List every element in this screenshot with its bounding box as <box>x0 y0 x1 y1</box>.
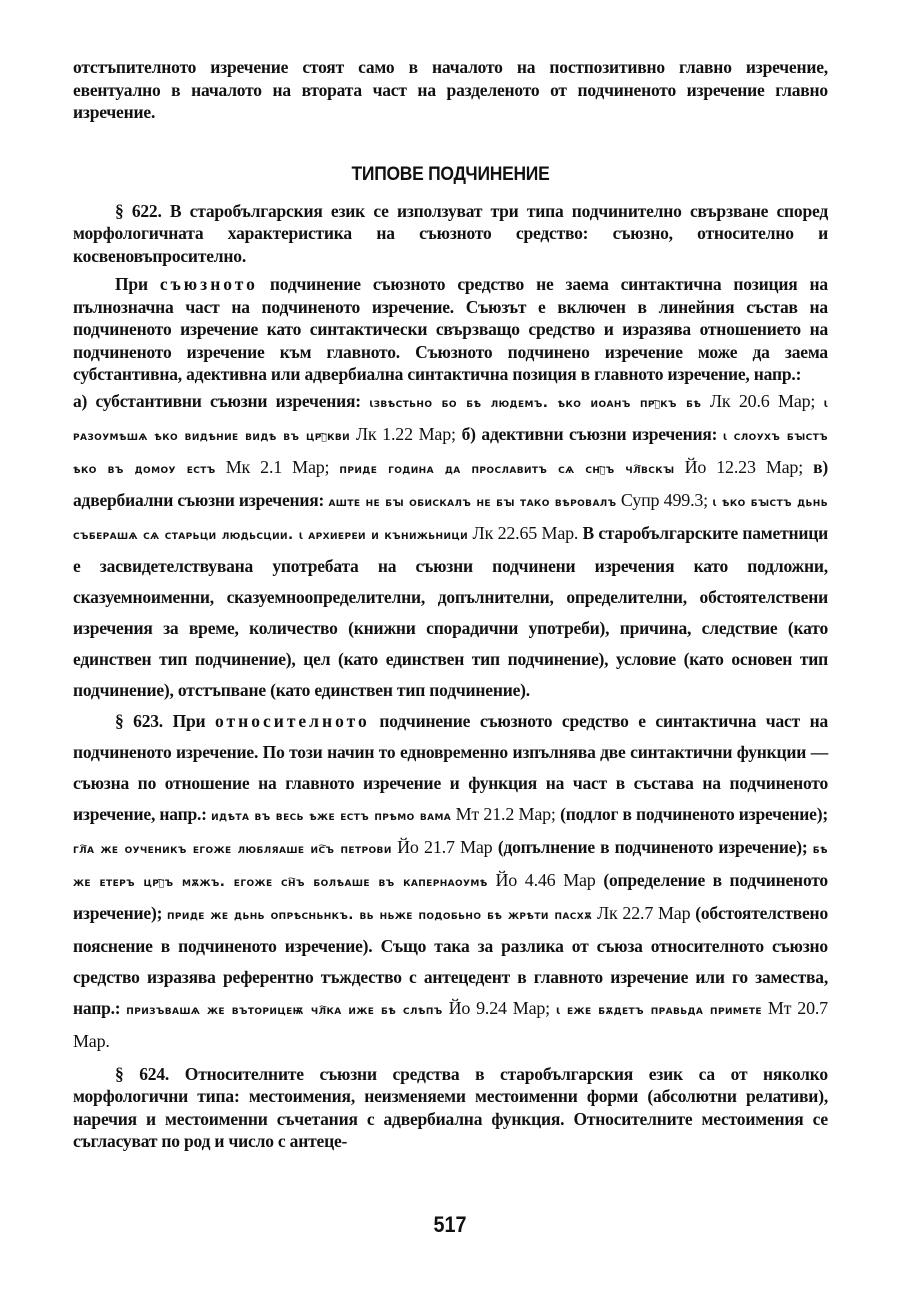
ocs-quote: ꙇ слоухъ бꙑстъ ѣко въ домоу естъ <box>73 427 828 477</box>
examples-paragraph <box>73 386 828 706</box>
citation: Йо 9.24 Мар; <box>442 997 556 1018</box>
ocs-quote: гл҇а же оученикъ егоже любляаше ис҇ъ петрови <box>73 840 392 857</box>
note: (допълнение в подчиненото изречение); <box>497 836 813 857</box>
ocs-quote: ꙇ ѣко бꙑстъ дьнь съберашѧ сѧ старьци людьсции. ꙇ архиереи и кънижьници <box>73 493 828 543</box>
citation: Йо 12.23 Мар; <box>674 456 814 477</box>
citation: Лк 20.6 Мар; <box>701 390 824 411</box>
citation: Супр 499.3; <box>616 489 713 510</box>
paragraph-623 <box>73 706 828 1057</box>
citation: Мк 2.1 Мар; <box>215 456 340 477</box>
note: (подлог в подчиненото изречение); <box>560 803 828 824</box>
ocs-quote: ꙇзвѣстьно бо бѣ людемъ. ѣко иоанъ прⷪ҇къ бѣ <box>369 394 702 411</box>
ocs-quote: приде година да прославитъ сѧ снⷪ҇ъ чл҇вскꙑ <box>339 460 675 477</box>
body-text: подчинение съюзното средство е синтактична част на подчиненото изречение. По този начин то едновременно изпълнява две синтактични функции — съюзна по отношение на главното изречение и функция на част в състава на подчиненото изречение, напр.: <box>73 710 829 824</box>
paragraph-622: § 622. В старобългарския език се използуват три типа подчинително свързване според морфологичната характеристика на съюзното средство: съюзно, относително и косвеновъпросително. <box>73 200 828 266</box>
term-conjunctional: съюзното <box>159 274 258 294</box>
citation: Йо 4.46 Мар <box>487 869 604 890</box>
ocs-quote: аште не бꙑ обискалъ не бꙑ тако вѣровалъ <box>328 493 617 510</box>
citation: Лк 1.22 Мар; <box>350 423 462 444</box>
intro-paragraph: отстъпителното изречение стоят само в началото на постпозитивно главно изречение, евентуално в началото на втората част на разделеното от подчиненото изречение главно изречение. <box>73 57 828 122</box>
ocs-quote: приде же дьнь опрѣсньнкъ. вь ньже подобьно бѣ жрѣти пасхѫ <box>166 906 593 923</box>
page-body <box>73 56 828 1153</box>
paragraph-624: § 624. Относителните съюзни средства в старобългарския език са от няколко морфологични типа: местоимения, неизменяеми местоименни форми (абсолютни релативи), наречия и местоименни съчетания с адвербиална функция. Относителните местоимения се съгласуват по род и число с антеце- <box>73 1063 828 1151</box>
label-adjectival: б) адективни съюзни изречения: <box>461 423 723 444</box>
term-relative: относителното <box>215 710 370 731</box>
section-heading: ТИПОВЕ ПОДЧИНЕНИЕ <box>351 163 550 185</box>
ocs-quote: ꙇ разоумѣшѧ ѣко видѣние видѣ въ црⷦ҇кви <box>73 394 828 444</box>
paragraph-conjunctional <box>73 273 828 386</box>
citation: Лк 22.65 Мар. <box>468 522 579 543</box>
ocs-quote: ꙇ еже бѫдетъ правьда примете <box>555 1001 762 1018</box>
citation: Йо 21.7 Мар <box>391 836 498 857</box>
note: (определение в подчиненото изречение); <box>73 869 828 923</box>
label-substantive: а) субстантивни съюзни изречения: <box>73 390 370 411</box>
ocs-quote: призъвашѧ же въторицеѭ чл҇ка иже бѣ слѣпъ <box>126 1001 443 1018</box>
ocs-quote: идѣта въ весь ѣже естъ прѣмо вама <box>211 807 452 824</box>
citation: Лк 22.7 Мар <box>592 902 696 923</box>
lead-text: При <box>115 274 160 294</box>
page-number: 517 <box>433 1212 467 1237</box>
label-adverbial: в) адвербиални съюзни изречения: <box>73 456 828 510</box>
body-text: В старобългарските паметници е засвидетелствувана употребата на съюзни подчинени изречения като подложни, сказуемноименни, сказуемноопределителни, допълнителни, определителни, обстоятелствени изречения за време, количество (книжни спорадични употреби), причина, следствие (като единствен тип подчинение), цел (като единствен тип подчинение), условие (като основен тип подчинение), отстъпване (като единствен тип подчинение). <box>73 522 828 700</box>
ocs-quote: бѣ же етеръ црⷭ҇ъ мѫжъ. егоже сн҇ъ болѣаше въ капернаоумѣ <box>73 840 828 890</box>
note: (обстоятелствено пояснение в подчиненото изречение). Също така за разлика от съюза относителното съюзно средство изразява референтно тъждество с антецедент в главното изречение или го замества, напр.: <box>73 902 828 1018</box>
citation: Мт 20.7 Мар. <box>73 997 828 1051</box>
body-text: подчинение съюзното средство не заема синтактична позиция на пълнозначна част на подчиненото изречение. Съюзът е включен в линейния състав на подчиненото изречение като синтактически свързващо средство и изразява отношението на подчиненото изречение към главното. Съюзното подчинено изречение може да заема субстантивна, адективна или адвербиална синтактична позиция в главното изречение, напр.: <box>73 274 828 384</box>
lead-text: § 623. При <box>115 710 216 731</box>
citation: Мт 21.2 Мар; <box>451 803 561 824</box>
